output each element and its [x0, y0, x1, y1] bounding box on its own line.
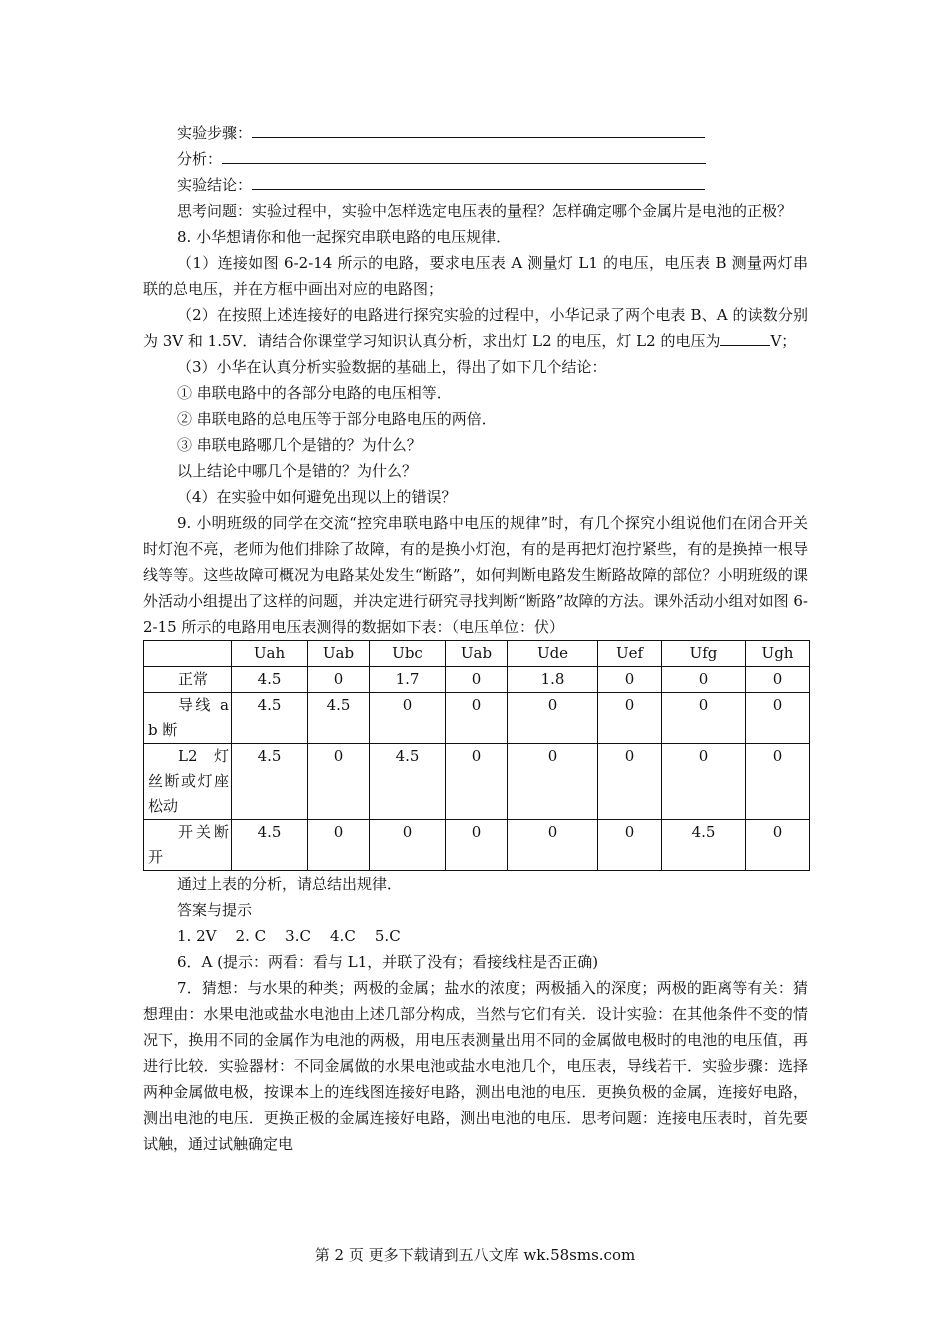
- table-cell: 0: [598, 820, 662, 871]
- question-8: 8. 小华想请你和他一起探究串联电路的电压规律．: [177, 228, 512, 246]
- table-cell: 4.5: [232, 667, 308, 693]
- table-header-cell: Uah: [232, 641, 308, 667]
- table-header-row: [144, 641, 810, 667]
- analysis-line: 分析：: [143, 146, 808, 172]
- conclusion-line: 实验结论：: [143, 172, 808, 198]
- table-row: [144, 693, 810, 744]
- table-row: [144, 744, 810, 820]
- table-header-cell: Uab: [308, 641, 370, 667]
- row-label: 导线 ab 断: [144, 693, 232, 744]
- table-cell: 0: [746, 744, 810, 820]
- table-cell: 0: [446, 693, 508, 744]
- table-cell: 0: [308, 820, 370, 871]
- table-cell: 0: [508, 693, 598, 744]
- table-cell: 0: [446, 667, 508, 693]
- table-cell: 0: [598, 667, 662, 693]
- table-cell: 4.5: [662, 820, 746, 871]
- table-cell: 0: [598, 744, 662, 820]
- row-label: 开关断开: [144, 820, 232, 871]
- table-cell: 4.5: [370, 744, 446, 820]
- table-cell: 0: [508, 820, 598, 871]
- table-row: [144, 820, 810, 871]
- table-header-cell: Ude: [508, 641, 598, 667]
- summary-line: 通过上表的分析，请总结出规律．: [177, 875, 403, 893]
- table-cell: 0: [446, 744, 508, 820]
- answer-6: 6．A (提示：两看：看与 L1，并联了没有；看接线柱是否正确): [177, 953, 599, 971]
- table-cell: 0: [746, 667, 810, 693]
- question-8-part-3: （3）小华在认真分析实验数据的基础上，得出了如下几个结论：: [177, 358, 607, 376]
- table-cell: 0: [662, 744, 746, 820]
- table-header-cell: Ubc: [370, 641, 446, 667]
- table-row: [144, 667, 810, 693]
- conclusion-blank: [252, 172, 705, 190]
- question-8-part-2: （2）在按照上述连接好的电路进行探究实验的过程中，小华记录了两个电表 B、A 的读数分别为 3V 和 1.5V．请结合你课堂学习知识认真分析，求出灯 L2 的电压，灯 L2 的电压为 V；: [143, 306, 808, 350]
- table-cell: 0: [370, 693, 446, 744]
- table-cell: 4.5: [232, 744, 308, 820]
- voltage-table: [143, 640, 810, 871]
- row-label: L2 灯丝断或灯座松动: [144, 744, 232, 820]
- voltage-blank: [720, 328, 770, 346]
- table-cell: 4.5: [232, 820, 308, 871]
- conclusion-item-2: ② 串联电路的总电压等于部分电路电压的两倍．: [177, 410, 497, 428]
- table-header-cell: Uab: [446, 641, 508, 667]
- table-cell: 0: [662, 693, 746, 744]
- table-cell: 0: [446, 820, 508, 871]
- table-cell: 0: [308, 744, 370, 820]
- analysis-blank: [222, 146, 706, 164]
- page-footer: 第 2 页 更多下载请到五八文库 wk.58sms.com: [314, 1246, 636, 1264]
- document-body: [143, 120, 808, 1157]
- table-header-cell: Ugh: [746, 641, 810, 667]
- question-9: 9. 小明班级的同学在交流“控究串联电路中电压的规律”时，有几个探究小组说他们在闭合开关时灯泡不亮，老师为他们排除了故障，有的是换小灯泡，有的是再把灯泡拧紧些，有的是换掉一根导线等等。这些故障可概况为电路某处发生“断路”，如何判断电路发生断路故障的部位？小明班级的课外活动小组提出了这样的问题，并决定进行研究寻找判断“断路”故障的方法。课外活动小组对如图 6-2-15 所示的电路用电压表测得的数据如下表：（电压单位：伏）: [143, 514, 808, 636]
- table-cell: 1.7: [370, 667, 446, 693]
- think-question: 思考问题：实验过程中，实验中怎样选定电压表的量程？怎样确定哪个金属片是电池的正极？: [177, 202, 793, 220]
- question-8-part-1: （1）连接如图 6-2-14 所示的电路，要求电压表 A 测量灯 L1 的电压，电压表 B 测量两灯串联的总电压，并在方框中画出对应的电路图；: [143, 254, 808, 298]
- steps-line: 实验步骤：: [143, 120, 808, 146]
- table-cell: 0: [308, 667, 370, 693]
- row-label: 正常: [144, 667, 232, 693]
- table-cell: 1.8: [508, 667, 598, 693]
- table-header-cell: Ufg: [662, 641, 746, 667]
- table-header-cell: [144, 641, 232, 667]
- answer-1-5: 1. 2V 2. C 3.C 4.C 5.C: [177, 927, 401, 945]
- table-header-cell: Uef: [598, 641, 662, 667]
- table-cell: 4.5: [232, 693, 308, 744]
- conclusion-item-3: ③ 串联电路哪几个是错的？为什么？: [177, 436, 422, 454]
- steps-blank: [252, 120, 705, 138]
- conclusion-item-1: ① 串联电路中的各部分电路的电压相等．: [177, 384, 452, 402]
- table-cell: 4.5: [308, 693, 370, 744]
- table-cell: 0: [598, 693, 662, 744]
- table-cell: 0: [746, 820, 810, 871]
- answers-title: 答案与提示: [177, 901, 253, 919]
- table-cell: 0: [662, 667, 746, 693]
- table-cell: 0: [746, 693, 810, 744]
- table-cell: 0: [370, 820, 446, 871]
- table-cell: 0: [508, 744, 598, 820]
- answer-7: 7．猜想：与水果的种类；两极的金属；盐水的浓度；两极插入的深度；两极的距离等有关：猜想理由：水果电池或盐水电池由上述几部分构成，当然与它们有关．设计实验：在其他条件不变的情况下，换用不同的金属作为电池的两极，用电压表测量出用不同的金属做电极时的电池的电压值，再进行比较．实验器材：不同金属做的水果电池或盐水电池几个，电压表，导线若干．实验步骤：选择两种金属做电极，按课本上的连线图连接好电路，测出电池的电压．更换负极的金属，连接好电路，测出电池的电压．更换正极的金属连接好电路，测出电池的电压．思考问题：连接电压表时，首先要试触，通过试触确定电: [143, 979, 808, 1153]
- conclusion-question: 以上结论中哪几个是错的？为什么？: [177, 462, 418, 480]
- question-8-part-4: （4）在实验中如何避免出现以上的错误？: [177, 488, 457, 506]
